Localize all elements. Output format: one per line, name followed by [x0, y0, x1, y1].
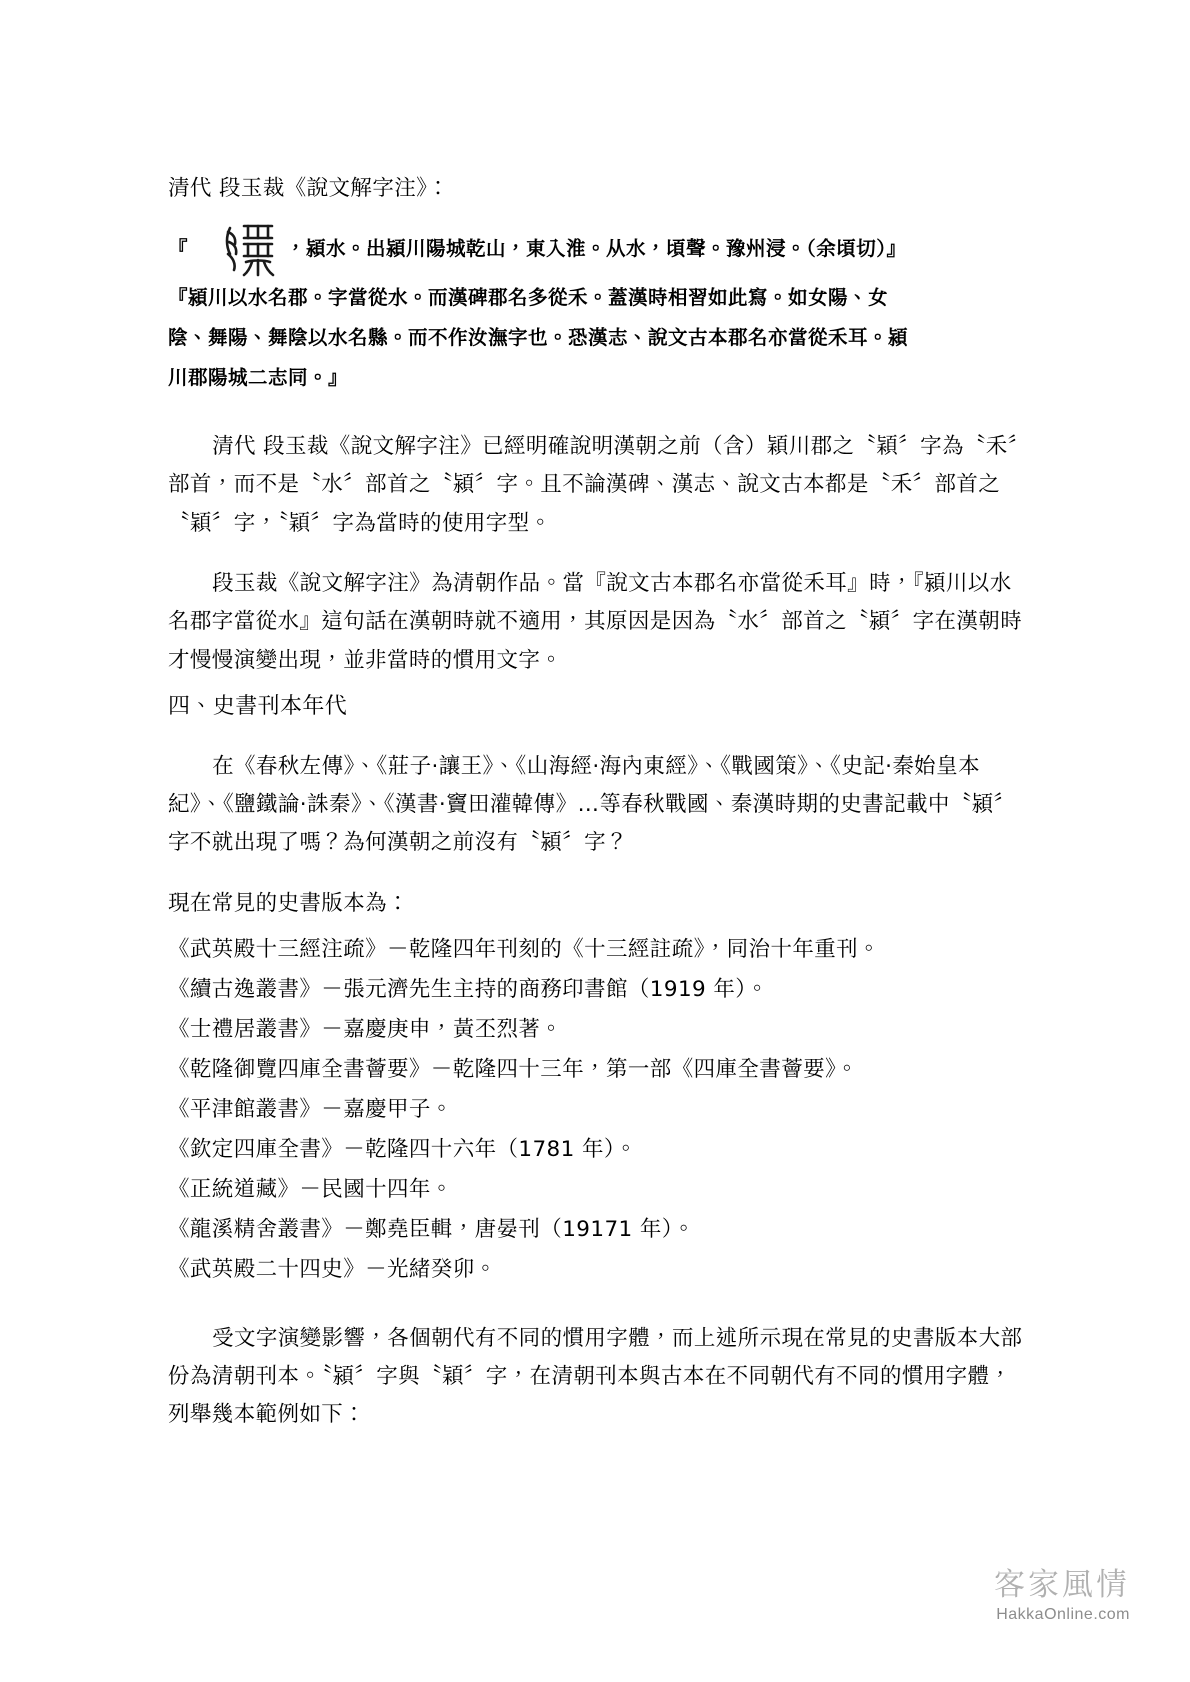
list-item: 《龍溪精舍叢書》－鄭堯臣輯，唐晏刊（19171 年）。	[168, 1216, 695, 1242]
list-item: 《正統道藏》－民國十四年。	[168, 1176, 453, 1202]
quote-open-bracket: 『	[168, 237, 189, 261]
document-body	[168, 170, 1025, 1435]
editions-label: 現在常見的史書版本為：	[168, 890, 409, 916]
watermark-url: HakkaOnline.com	[996, 1606, 1130, 1623]
watermark	[994, 1568, 1130, 1624]
seal-quote-line-1	[168, 220, 1025, 278]
paragraph-classic-texts: 在《春秋左傳》、《莊子·讓王》、《山海經·海內東經》、《戰國策》、《史記·秦始皇本紀》、《鹽鐵論·誅秦》、《漢書·竇田灌韓傳》…等春秋戰國、秦漢時期的史書記載中〝潁〞字不就出現了嗎？為何漢朝之前沒有〝潁〞字？	[168, 753, 1016, 856]
editions-list	[168, 930, 1025, 1290]
watermark-site-name: 客家風情	[994, 1566, 1130, 1603]
paragraph-qing-dynasty-work: 段玉裁《說文解字注》為清朝作品。當『說文古本郡名亦當從禾耳』時，『潁川以水名郡字當從水』這句話在漢朝時就不適用，其原因是因為〝水〞部首之〝潁〞字在漢朝時才慢慢演變出現，並非當時的慣用文字。	[168, 570, 1023, 673]
list-item: 《平津館叢書》－嘉慶甲子。	[168, 1096, 453, 1122]
list-item: 《續古逸叢書》－張元濟先生主持的商務印書館（1919 年）。	[168, 976, 769, 1002]
list-item: 《乾隆御覽四庫全書薈要》－乾隆四十三年，第一部《四庫全書薈要》。	[168, 1056, 859, 1082]
paragraph-script-evolution: 受文字演變影響，各個朝代有不同的慣用字體，而上述所示現在常見的史書版本大部份為清朝刊本。〝潁〞字與〝穎〞字，在清朝刊本與古本在不同朝代有不同的慣用字體，列舉幾本範例如下：	[168, 1325, 1023, 1428]
seal-quote-line-2: 『潁川以水名郡。字當從水。而漢碑郡名多從禾。蓋漢時相習如此寫。如女陽、女	[168, 286, 889, 310]
seal-script-glyph-icon	[222, 220, 284, 278]
seal-script-quotation	[168, 220, 1025, 398]
list-item: 《武英殿十三經注疏》－乾隆四年刊刻的《十三經註疏》，同治十年重刊。	[168, 936, 880, 962]
seal-quote-line-4: 川郡陽城二志同。』	[168, 366, 349, 390]
seal-quote-line-3: 陰、舞陽、舞陰以水名縣。而不作汝潕字也。恐漢志、說文古本郡名亦當從禾耳。潁	[168, 326, 909, 350]
seal-quote-text-1: ，潁水。出潁川陽城乾山，東入淮。从水，頃聲。豫州浸。（余頃切）』	[286, 237, 907, 261]
list-item: 《欽定四庫全書》－乾隆四十六年（1781 年）。	[168, 1136, 637, 1162]
intro-label: 清代 段玉裁《說文解字注》：	[168, 176, 450, 201]
section-heading-four: 四、史書刊本年代	[168, 693, 348, 719]
list-item: 《武英殿二十四史》－光緒癸卯。	[168, 1256, 497, 1282]
list-item: 《士禮居叢書》－嘉慶庚申，黃丕烈著。	[168, 1016, 563, 1042]
paragraph-duanyucai-explanation: 清代 段玉裁《說文解字注》已經明確說明漢朝之前（含）穎川郡之〝穎〞字為〝禾〞部首，而不是〝水〞部首之〝潁〞字。且不論漢碑、漢志、說文古本都是〝禾〞部首之〝穎〞字，〝穎〞字為當時的使用字型。	[168, 434, 1019, 536]
